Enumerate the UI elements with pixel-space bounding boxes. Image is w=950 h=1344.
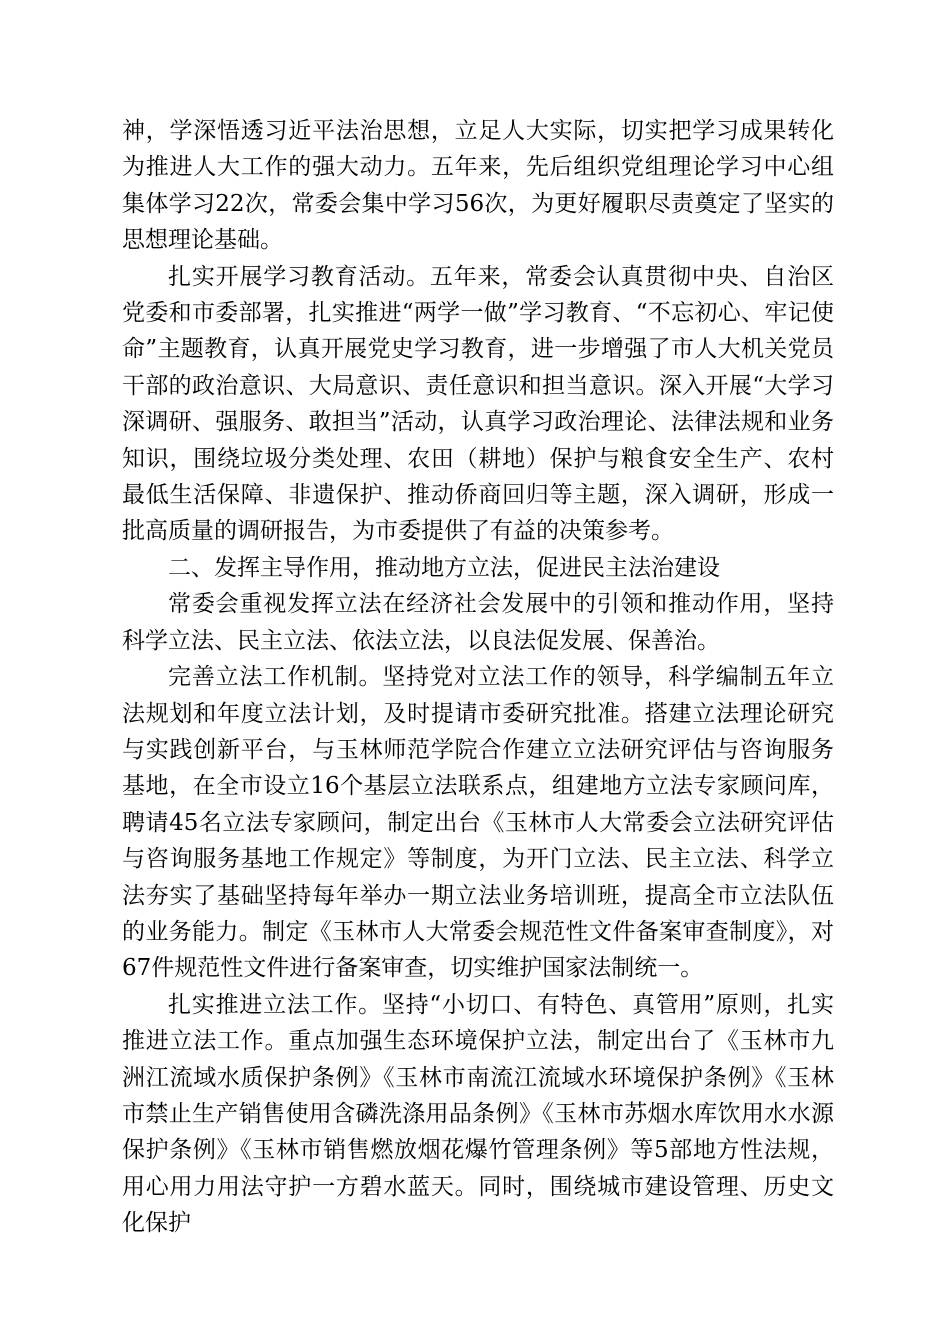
paragraph-legislation-work: 扎实推进立法工作。坚持“小切口、有特色、真管用”原则，扎实推进立法工作。重点加强生态环境保护立法，制定出台了《玉林市九洲江流域水质保护条例》《玉林市南流江流域水环境保护条例》《玉林市禁止生产销售使用含磷洗涤用品条例》《玉林市苏烟水库饮用水水源保护条例》《玉林市销售燃放烟花爆竹管理条例》等5部地方性法规，用心用力用法守护一方碧水蓝天。同时，围绕城市建设管理、历史文化保护 xyxy=(122,991,834,1237)
paragraph-learning-education: 扎实开展学习教育活动。五年来，常委会认真贯彻中央、自治区党委和市委部署，扎实推进“两学一做”学习教育、“不忘初心、牢记使命”主题教育，认真开展党史学习教育，进一步增强了市人大机关党员干部的政治意识、大局意识、责任意识和担当意识。深入开展“大学习深调研、强服务、敢担当”活动，认真学习政治理论、法律法规和业务知识，围绕垃圾分类处理、农田（耕地）保护与粮食安全生产、农村最低生活保障、非遗保护、推动侨商回归等主题，深入调研，形成一批高质量的调研报告，为市委提供了有益的决策参考。 xyxy=(122,263,834,545)
section-heading: 二、发挥主导作用，推动地方立法，促进民主法治建设 xyxy=(168,554,720,581)
document-body xyxy=(122,113,834,1242)
paragraph-continuation: 神，学深悟透习近平法治思想，立足人大实际，切实把学习成果转化为推进人大工作的强大动力。五年来，先后组织党组理论学习中心组集体学习22次，常委会集中学习56次，为更好履职尽责奠定了坚实的思想理论基础。 xyxy=(122,118,834,254)
paragraph-legislation-mechanism: 完善立法工作机制。坚持党对立法工作的领导，科学编制五年立法规划和年度立法计划，及时提请市委研究批准。搭建立法理论研究与实践创新平台，与玉林师范学院合作建立立法研究评估与咨询服务基地，在全市设立16个基层立法联系点，组建地方立法专家顾问库，聘请45名立法专家顾问，制定出台《玉林市人大常委会立法研究评估与咨询服务基地工作规定》等制度，为开门立法、民主立法、科学立法夯实了基础坚持每年举办一期立法业务培训班，提高全市立法队伍的业务能力。制定《玉林市人大常委会规范性文件备案审查制度》，对67件规范性文件进行备案审查，切实维护国家法制统一。 xyxy=(122,664,834,982)
paragraph-legislation-intro: 常委会重视发挥立法在经济社会发展中的引领和推动作用，坚持科学立法、民主立法、依法立法，以良法促发展、保善治。 xyxy=(122,591,834,654)
